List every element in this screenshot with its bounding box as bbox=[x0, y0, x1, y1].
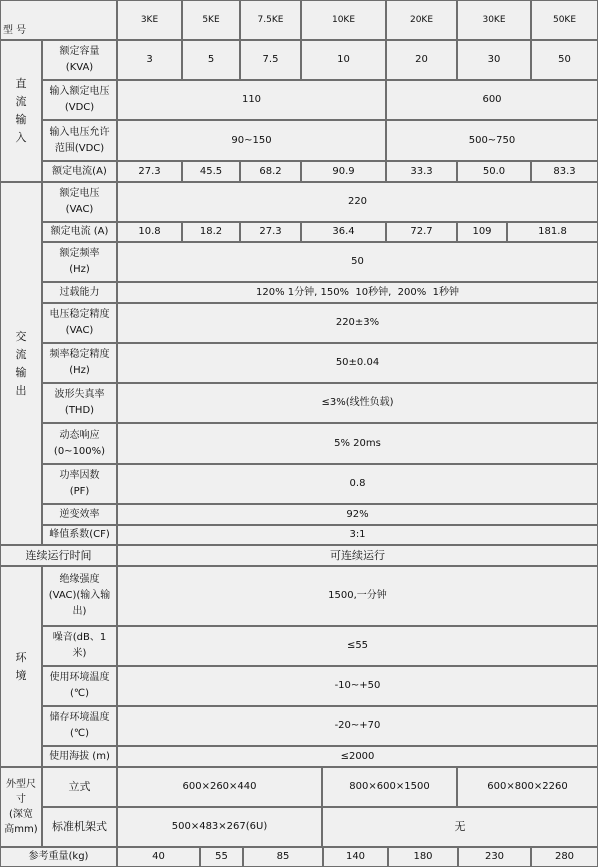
dc-rated-current-value: 50.0 bbox=[457, 161, 531, 182]
crest-factor-label: 峰值系数(CF) bbox=[42, 525, 117, 545]
overload-label: 过载能力 bbox=[42, 282, 117, 303]
altitude-label: 使用海拔 (m) bbox=[42, 746, 117, 767]
ac-rated-current-value: 10.8 bbox=[117, 222, 182, 242]
dc-rated-current-value: 90.9 bbox=[301, 161, 386, 182]
altitude-value: ≤2000 bbox=[117, 746, 598, 767]
rated-capacity-value: 50 bbox=[531, 40, 598, 80]
weight-value: 230 bbox=[458, 847, 531, 867]
frequency-accuracy-value: 50±0.04 bbox=[117, 343, 598, 383]
efficiency-label: 逆变效率 bbox=[42, 504, 117, 525]
insulation-label: 绝缘强度 (VAC)(输入输 出) bbox=[42, 566, 117, 626]
rack-label: 标准机架式 bbox=[42, 807, 117, 847]
crest-factor-value: 3:1 bbox=[117, 525, 598, 545]
efficiency-value: 92% bbox=[117, 504, 598, 525]
dc-voltage-range-label: 输入电压允许 范围(VDC) bbox=[42, 120, 117, 161]
thd-value: ≤3%(线性负载) bbox=[117, 383, 598, 423]
dc-rated-current-value: 83.3 bbox=[531, 161, 598, 182]
ac-rated-current-value: 72.7 bbox=[386, 222, 457, 242]
rated-capacity-value: 30 bbox=[457, 40, 531, 80]
ac-rated-voltage-label: 额定电压 (VAC) bbox=[42, 182, 117, 222]
voltage-accuracy-label: 电压稳定精度 (VAC) bbox=[42, 303, 117, 343]
header-model-3ke: 3KE bbox=[117, 0, 182, 40]
ac-rated-voltage-value: 220 bbox=[117, 182, 598, 222]
rated-capacity-label: 额定容量 (KVA) bbox=[42, 40, 117, 80]
header-model-30ke: 30KE bbox=[457, 0, 531, 40]
voltage-accuracy-value: 220±3% bbox=[117, 303, 598, 343]
rated-capacity-value: 20 bbox=[386, 40, 457, 80]
header-model-50ke: 50KE bbox=[531, 0, 598, 40]
continuous-runtime-value: 可连续运行 bbox=[117, 545, 598, 566]
ac-rated-current-label: 额定电流 (A) bbox=[42, 222, 117, 242]
ac-rated-current-value: 27.3 bbox=[240, 222, 301, 242]
overload-value: 120% 1分钟, 150% 10秒钟, 200% 1秒钟 bbox=[117, 282, 598, 303]
dc-input-voltage-value-high: 600 bbox=[386, 80, 598, 120]
ac-output-group-label: 交 流 输 出 bbox=[0, 182, 42, 545]
ac-rated-frequency-value: 50 bbox=[117, 242, 598, 282]
weight-value: 85 bbox=[243, 847, 323, 867]
insulation-value: 1500,一分钟 bbox=[117, 566, 598, 626]
dc-rated-current-value: 33.3 bbox=[386, 161, 457, 182]
dynamic-response-label: 动态响应 (0~100%) bbox=[42, 423, 117, 464]
ac-rated-frequency-label: 额定频率 (Hz) bbox=[42, 242, 117, 282]
dc-input-voltage-value-low: 110 bbox=[117, 80, 386, 120]
dc-rated-current-value: 27.3 bbox=[117, 161, 182, 182]
dc-rated-current-value: 45.5 bbox=[182, 161, 240, 182]
upright-dimension-small: 600×260×440 bbox=[117, 767, 322, 807]
dimensions-group-label: 外型尺 寸 (深宽 高mm) bbox=[0, 767, 42, 847]
header-model-label: 型 号 bbox=[0, 0, 117, 40]
dc-input-voltage-label: 输入额定电压 (VDC) bbox=[42, 80, 117, 120]
ac-rated-current-value: 181.8 bbox=[507, 222, 598, 242]
rack-dimension-none: 无 bbox=[322, 807, 598, 847]
storage-temperature-label: 储存环境温度 (℃) bbox=[42, 706, 117, 746]
thd-label: 波形失真率 (THD) bbox=[42, 383, 117, 423]
upright-label: 立式 bbox=[42, 767, 117, 807]
rack-dimension-value: 500×483×267(6U) bbox=[117, 807, 322, 847]
rated-capacity-value: 3 bbox=[117, 40, 182, 80]
operating-temperature-label: 使用环境温度 (℃) bbox=[42, 666, 117, 706]
environment-group-label: 环 境 bbox=[0, 566, 42, 767]
dynamic-response-value: 5% 20ms bbox=[117, 423, 598, 464]
storage-temperature-value: -20~+70 bbox=[117, 706, 598, 746]
weight-value: 180 bbox=[388, 847, 458, 867]
dc-voltage-range-value-high: 500~750 bbox=[386, 120, 598, 161]
header-model-20ke: 20KE bbox=[386, 0, 457, 40]
noise-value: ≤55 bbox=[117, 626, 598, 666]
weight-value: 40 bbox=[117, 847, 200, 867]
ac-rated-current-value: 36.4 bbox=[301, 222, 386, 242]
upright-dimension-large: 600×800×2260 bbox=[457, 767, 598, 807]
weight-label: 参考重量(kg) bbox=[0, 847, 117, 867]
continuous-runtime-label: 连续运行时间 bbox=[0, 545, 117, 566]
rated-capacity-value: 7.5 bbox=[240, 40, 301, 80]
ac-rated-current-value: 109 bbox=[457, 222, 507, 242]
upright-dimension-medium: 800×600×1500 bbox=[322, 767, 457, 807]
ac-rated-current-value: 18.2 bbox=[182, 222, 240, 242]
weight-value: 55 bbox=[200, 847, 243, 867]
dc-rated-current-value: 68.2 bbox=[240, 161, 301, 182]
weight-value: 280 bbox=[531, 847, 598, 867]
frequency-accuracy-label: 频率稳定精度 (Hz) bbox=[42, 343, 117, 383]
weight-value: 140 bbox=[323, 847, 388, 867]
header-model-5ke: 5KE bbox=[182, 0, 240, 40]
dc-voltage-range-value-low: 90~150 bbox=[117, 120, 386, 161]
rated-capacity-value: 10 bbox=[301, 40, 386, 80]
operating-temperature-value: -10~+50 bbox=[117, 666, 598, 706]
dc-input-group-label: 直 流 输 入 bbox=[0, 40, 42, 182]
header-model-7-5ke: 7.5KE bbox=[240, 0, 301, 40]
power-factor-label: 功率因数 (PF) bbox=[42, 464, 117, 504]
header-model-10ke: 10KE bbox=[301, 0, 386, 40]
rated-capacity-value: 5 bbox=[182, 40, 240, 80]
dc-rated-current-label: 额定电流(A) bbox=[42, 161, 117, 182]
noise-label: 噪音(dB、1 米) bbox=[42, 626, 117, 666]
power-factor-value: 0.8 bbox=[117, 464, 598, 504]
